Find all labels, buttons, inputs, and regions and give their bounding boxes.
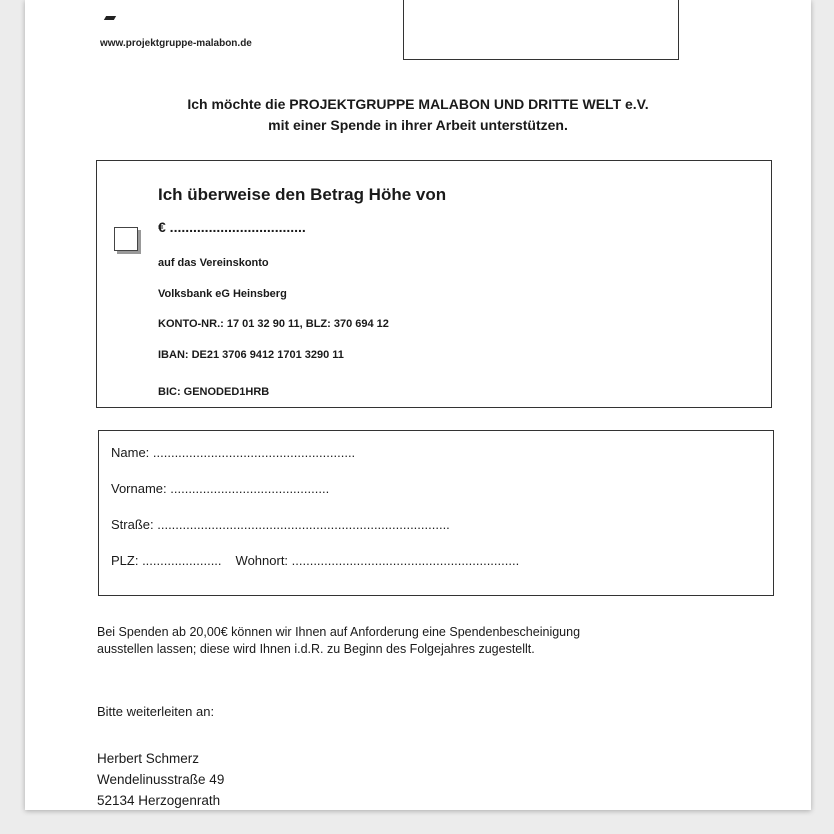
personal-data-box bbox=[98, 430, 774, 596]
note-line-2: ausstellen lassen; diese wird Ihnen i.d.R. zu Beginn des Folgejahres zugestellt. bbox=[97, 642, 535, 656]
amount-field[interactable]: € ................................... bbox=[158, 219, 306, 235]
document-page bbox=[25, 0, 811, 810]
address-street: Wendelinusstraße 49 bbox=[97, 772, 225, 787]
plz-field[interactable]: PLZ: ...................... bbox=[111, 553, 222, 568]
intro-line-2: mit einer Spende in ihrer Arbeit unterstützen. bbox=[268, 117, 568, 133]
wohnort-field[interactable]: Wohnort: ............................................................... bbox=[235, 553, 520, 568]
name-field[interactable]: Name: ........................................................ bbox=[111, 445, 356, 460]
address-name: Herbert Schmerz bbox=[97, 751, 200, 766]
header-box bbox=[403, 0, 679, 60]
plz-wohnort-row bbox=[111, 553, 519, 568]
transfer-checkbox[interactable] bbox=[114, 227, 138, 251]
intro-text bbox=[85, 94, 751, 136]
strasse-field[interactable]: Straße: ................................................................................. bbox=[111, 517, 450, 532]
iban: IBAN: DE21 3706 9412 1701 3290 11 bbox=[158, 349, 344, 361]
vorname-field[interactable]: Vorname: ............................................ bbox=[111, 481, 330, 496]
account-label: auf das Vereinskonto bbox=[158, 257, 269, 269]
note-line-1: Bei Spenden ab 20,00€ können wir Ihnen auf Anforderung eine Spendenbescheinigung bbox=[97, 625, 581, 639]
donation-receipt-note bbox=[97, 624, 791, 658]
forward-address bbox=[97, 748, 224, 810]
account-number: KONTO-NR.: 17 01 32 90 11, BLZ: 370 694 12 bbox=[158, 318, 389, 330]
bank-name: Volksbank eG Heinsberg bbox=[158, 288, 287, 300]
logo-fragment bbox=[104, 16, 116, 20]
bank-transfer-heading: Ich überweise den Betrag Höhe von bbox=[158, 185, 447, 204]
website-url: www.projektgruppe-malabon.de bbox=[100, 38, 252, 49]
address-city: 52134 Herzogenrath bbox=[97, 793, 221, 808]
forward-label: Bitte weiterleiten an: bbox=[97, 704, 215, 719]
bic: BIC: GENODED1HRB bbox=[158, 386, 270, 398]
bank-transfer-box bbox=[96, 160, 772, 408]
intro-line-1: Ich möchte die PROJEKTGRUPPE MALABON UND DRITTE WELT e.V. bbox=[187, 96, 649, 112]
